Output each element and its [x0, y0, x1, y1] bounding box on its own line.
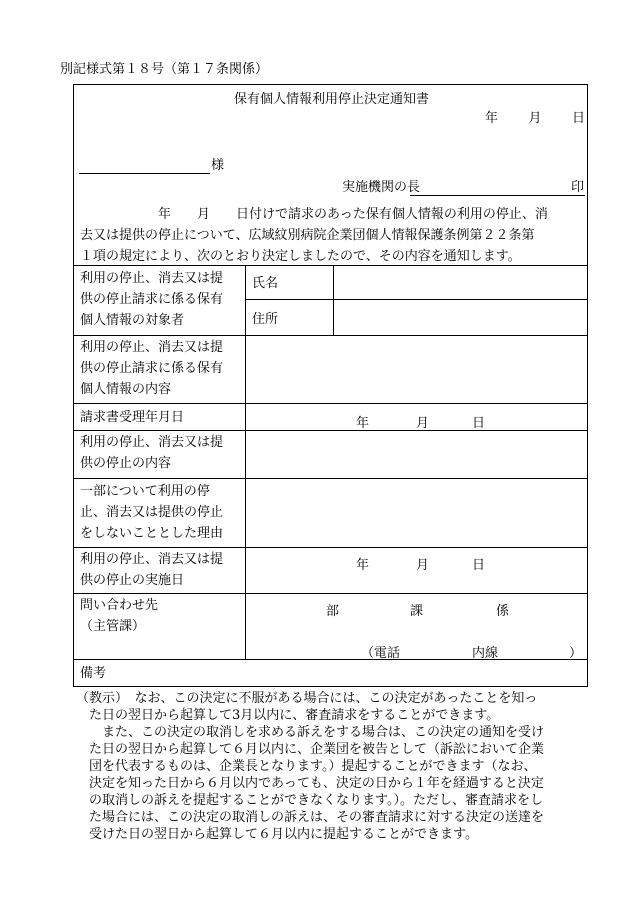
- note-line: 決定を知った日から６月以内であっても、決定の日から１年を経過すると決定: [76, 776, 544, 791]
- intro-line: 去又は提供の停止について、広域紋別病院企業団個人情報保護条例第２２条第: [80, 228, 535, 243]
- notice-form: [73, 84, 588, 687]
- contact-extension-label: 内線: [472, 646, 499, 661]
- contact-dept: 部: [326, 604, 340, 619]
- year-label: 年: [485, 111, 499, 126]
- form-number: 別記様式第１８号（第１７条関係）: [60, 62, 269, 77]
- implementation-month: 月: [416, 558, 430, 573]
- received-month: 月: [416, 416, 430, 431]
- note-line: 受けた日の翌日から起算して６月以内に提起することができます。: [76, 827, 478, 842]
- recipient-name-line: [79, 173, 210, 174]
- seal-mark: 印: [571, 180, 585, 195]
- contact-phone-close: ）: [569, 646, 583, 661]
- row-divider: [74, 659, 587, 660]
- contact-phone-label: （電話: [361, 646, 401, 661]
- month-label: 月: [528, 111, 542, 126]
- row-divider: [74, 593, 587, 594]
- row-divider: [245, 299, 587, 300]
- implementation-year: 年: [356, 558, 370, 573]
- subject-label: 利用の停止、消去又は提 供の停止請求に係る保有 個人情報の対象者: [80, 271, 224, 328]
- row-divider: [74, 265, 587, 266]
- received-date-label: 請求書受理年月日: [80, 410, 185, 425]
- intro-line: 年 月 日付けで請求のあった保有個人情報の利用の停止、消: [158, 207, 548, 222]
- content-label: 利用の停止、消去又は提 供の停止請求に係る保有 個人情報の内容: [80, 340, 224, 397]
- partial-reason-label: 一部について利用の停 止、消去又は提供の停止 をしないこととした理由: [80, 484, 224, 541]
- day-label: 日: [571, 111, 585, 126]
- implementation-day: 日: [472, 558, 486, 573]
- contact-section: 課: [410, 604, 424, 619]
- contact-staff: 係: [496, 604, 510, 619]
- note-line: （教示） なお、この決定に不服がある場合には、この決定があったことを知っ: [76, 691, 538, 706]
- notice-date: [485, 112, 585, 125]
- received-year: 年: [356, 416, 370, 431]
- note-line: た日の翌日から起算して3月以内に、審査請求をすることができます。: [76, 708, 500, 723]
- row-divider: [74, 403, 587, 404]
- instruction-notes: [76, 690, 591, 843]
- intro-line: １項の規定により、次のとおり決定しましたので、その内容を通知します。: [80, 249, 521, 264]
- column-divider: [333, 265, 334, 335]
- note-line: 団を代表するものは、企業長となります。）提起することができます（なお、: [76, 759, 537, 774]
- issuer-label: 実施機関の長: [342, 180, 421, 195]
- row-divider: [74, 547, 587, 548]
- note-line: た日の翌日から起算して６月以内に、企業団を被告として（訴訟において企業: [76, 742, 545, 757]
- name-label: 氏名: [252, 276, 279, 291]
- row-divider: [74, 430, 587, 431]
- note-line: た場合には、この決定の取消しの訴えは、その審査請求に対する決定の送達を: [76, 810, 545, 825]
- received-day: 日: [472, 416, 486, 431]
- form-title: 保有個人情報利用停止決定通知書: [233, 92, 429, 107]
- implementation-date-label: 利用の停止、消去又は提 供の停止の実施日: [80, 552, 224, 588]
- address-label: 住所: [252, 312, 279, 327]
- issuer-name-line: [410, 195, 585, 196]
- stop-content-label: 利用の停止、消去又は提 供の停止の内容: [80, 435, 224, 471]
- row-divider: [74, 335, 587, 336]
- column-divider: [245, 265, 246, 659]
- recipient-suffix: 様: [211, 158, 225, 173]
- note-line: の取消しの訴えを提起することができなくなります。）。ただし、審査請求をし: [76, 793, 543, 808]
- intro-text: [80, 204, 586, 267]
- row-divider: [74, 478, 587, 479]
- note-line: また、この決定の取消しを求める訴えをする場合は、この決定の通知を受け: [76, 725, 545, 740]
- contact-label: 問い合わせ先 （主管課）: [80, 598, 159, 634]
- remarks-label: 備考: [80, 666, 107, 681]
